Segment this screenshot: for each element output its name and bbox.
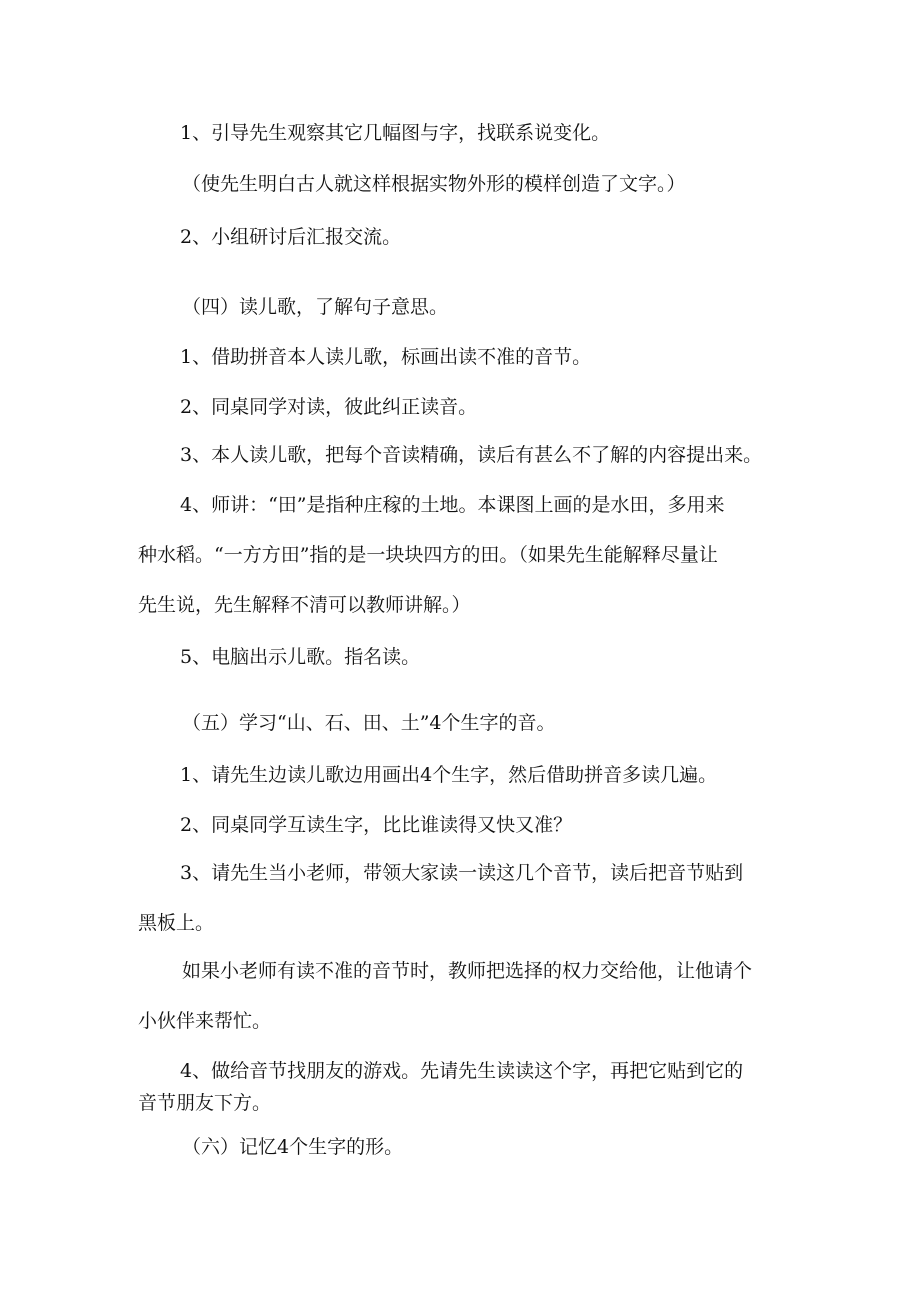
text-line: 1、引导先生观察其它几幅图与字，找联系说变化。: [180, 122, 611, 144]
text-line: 5、电脑出示儿歌。指名读。: [180, 646, 421, 668]
text-line: 4、做给音节找朋友的游戏。先请先生读读这个字，再把它贴到它的: [180, 1060, 744, 1082]
text-line: 如果小老师有读不准的音节时，教师把选择的权力交给他，让他请个: [182, 960, 753, 982]
text-line: 2、小组研讨后汇报交流。: [180, 226, 402, 248]
text-line: 4、师讲：“田”是指种庄稼的土地。本课图上画的是水田，多用来: [180, 494, 725, 516]
text-line: 种水稻。“一方方田”指的是一块块四方的田。（如果先生能解释尽量让: [138, 544, 718, 566]
text-line: 1、请先生边读儿歌边用画出4个生字，然后借助拼音多读几遍。: [180, 764, 718, 786]
text-line: 1、借助拼音本人读儿歌，标画出读不准的音节。: [180, 346, 592, 368]
text-line: 音节朋友下方。: [138, 1092, 272, 1114]
section-heading: （五）学习“山、石、田、土”4个生字的音。: [182, 712, 556, 734]
text-line: （使先生明白古人就这样根据实物外形的模样创造了文字。）: [182, 173, 686, 195]
text-line: 先生说，先生解释不清可以教师讲解。）: [138, 594, 471, 616]
text-line: 小伙伴来帮忙。: [138, 1010, 272, 1032]
text-line: 2、同桌同学互读生字，比比谁读得又快又准？: [180, 814, 573, 836]
text-line: 黑板上。: [138, 912, 215, 934]
text-line: 3、请先生当小老师，带领大家读一读这几个音节，读后把音节贴到: [180, 862, 744, 884]
text-line: 3、本人读儿歌，把每个音读精确，读后有甚么不了解的内容提出来。: [180, 444, 763, 466]
section-heading: （六）记忆4个生字的形。: [182, 1136, 404, 1158]
section-heading: （四）读儿歌，了解句子意思。: [182, 296, 449, 318]
text-line: 2、同桌同学对读，彼此纠正读音。: [180, 396, 478, 418]
